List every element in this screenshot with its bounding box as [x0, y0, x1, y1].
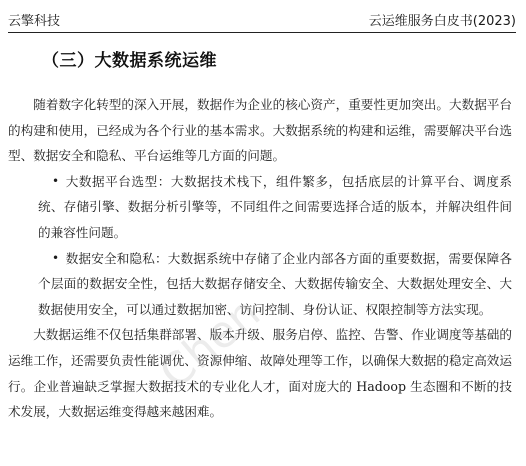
bullet-text: 数据安全和隐私：大数据系统中存储了企业内部各方面的重要数据，需要保障各个层面的数据安全性，包括大数据存储安全、大数据传输安全、大数据处理安全、大数据使用安全，可以通过数据加密、访问控制、身份认证、权限控制等方法实现。	[38, 250, 512, 317]
bullet-dot-icon: •	[52, 173, 60, 188]
body-text	[8, 92, 512, 425]
header-document-title: 云运维服务白皮书(2023)	[368, 14, 516, 29]
bullet-item-platform-selection	[8, 169, 512, 246]
watermark-text: Chen	[150, 286, 270, 400]
bullet-item-data-security	[8, 246, 512, 323]
header-company-name: 云擎科技	[8, 14, 61, 29]
bullet-text: 大数据平台选型：大数据技术栈下，组件繁多，包括底层的计算平台、调度系统、存储引擎、数据分析引擎等，不同组件之间需要选择合适的版本，并解决组件间的兼容性问题。	[38, 173, 512, 240]
section-title: （三）大数据系统运维	[42, 51, 217, 71]
intro-paragraph: 随着数字化转型的深入开展，数据作为企业的核心资产，重要性更加突出。大数据平台的构建和使用，已经成为各个行业的基本需求。大数据系统的构建和运维，需要解决平台选型、数据安全和隐私、平台运维等几方面的问题。	[8, 97, 512, 164]
bullet-dot-icon: •	[52, 250, 60, 265]
closing-paragraph: 大数据运维不仅包括集群部署、版本升级、服务启停、监控、告警、作业调度等基础的运维工作，还需要负责性能调优、资源伸缩、故障处理等工作，以确保大数据的稳定高效运行。企业普遍缺乏掌握大数据技术的专业化人才，面对庞大的 Hadoop 生态圈和不断的技术发展，大数据运维变得越来越困难。	[8, 327, 512, 420]
running-header	[8, 8, 516, 33]
